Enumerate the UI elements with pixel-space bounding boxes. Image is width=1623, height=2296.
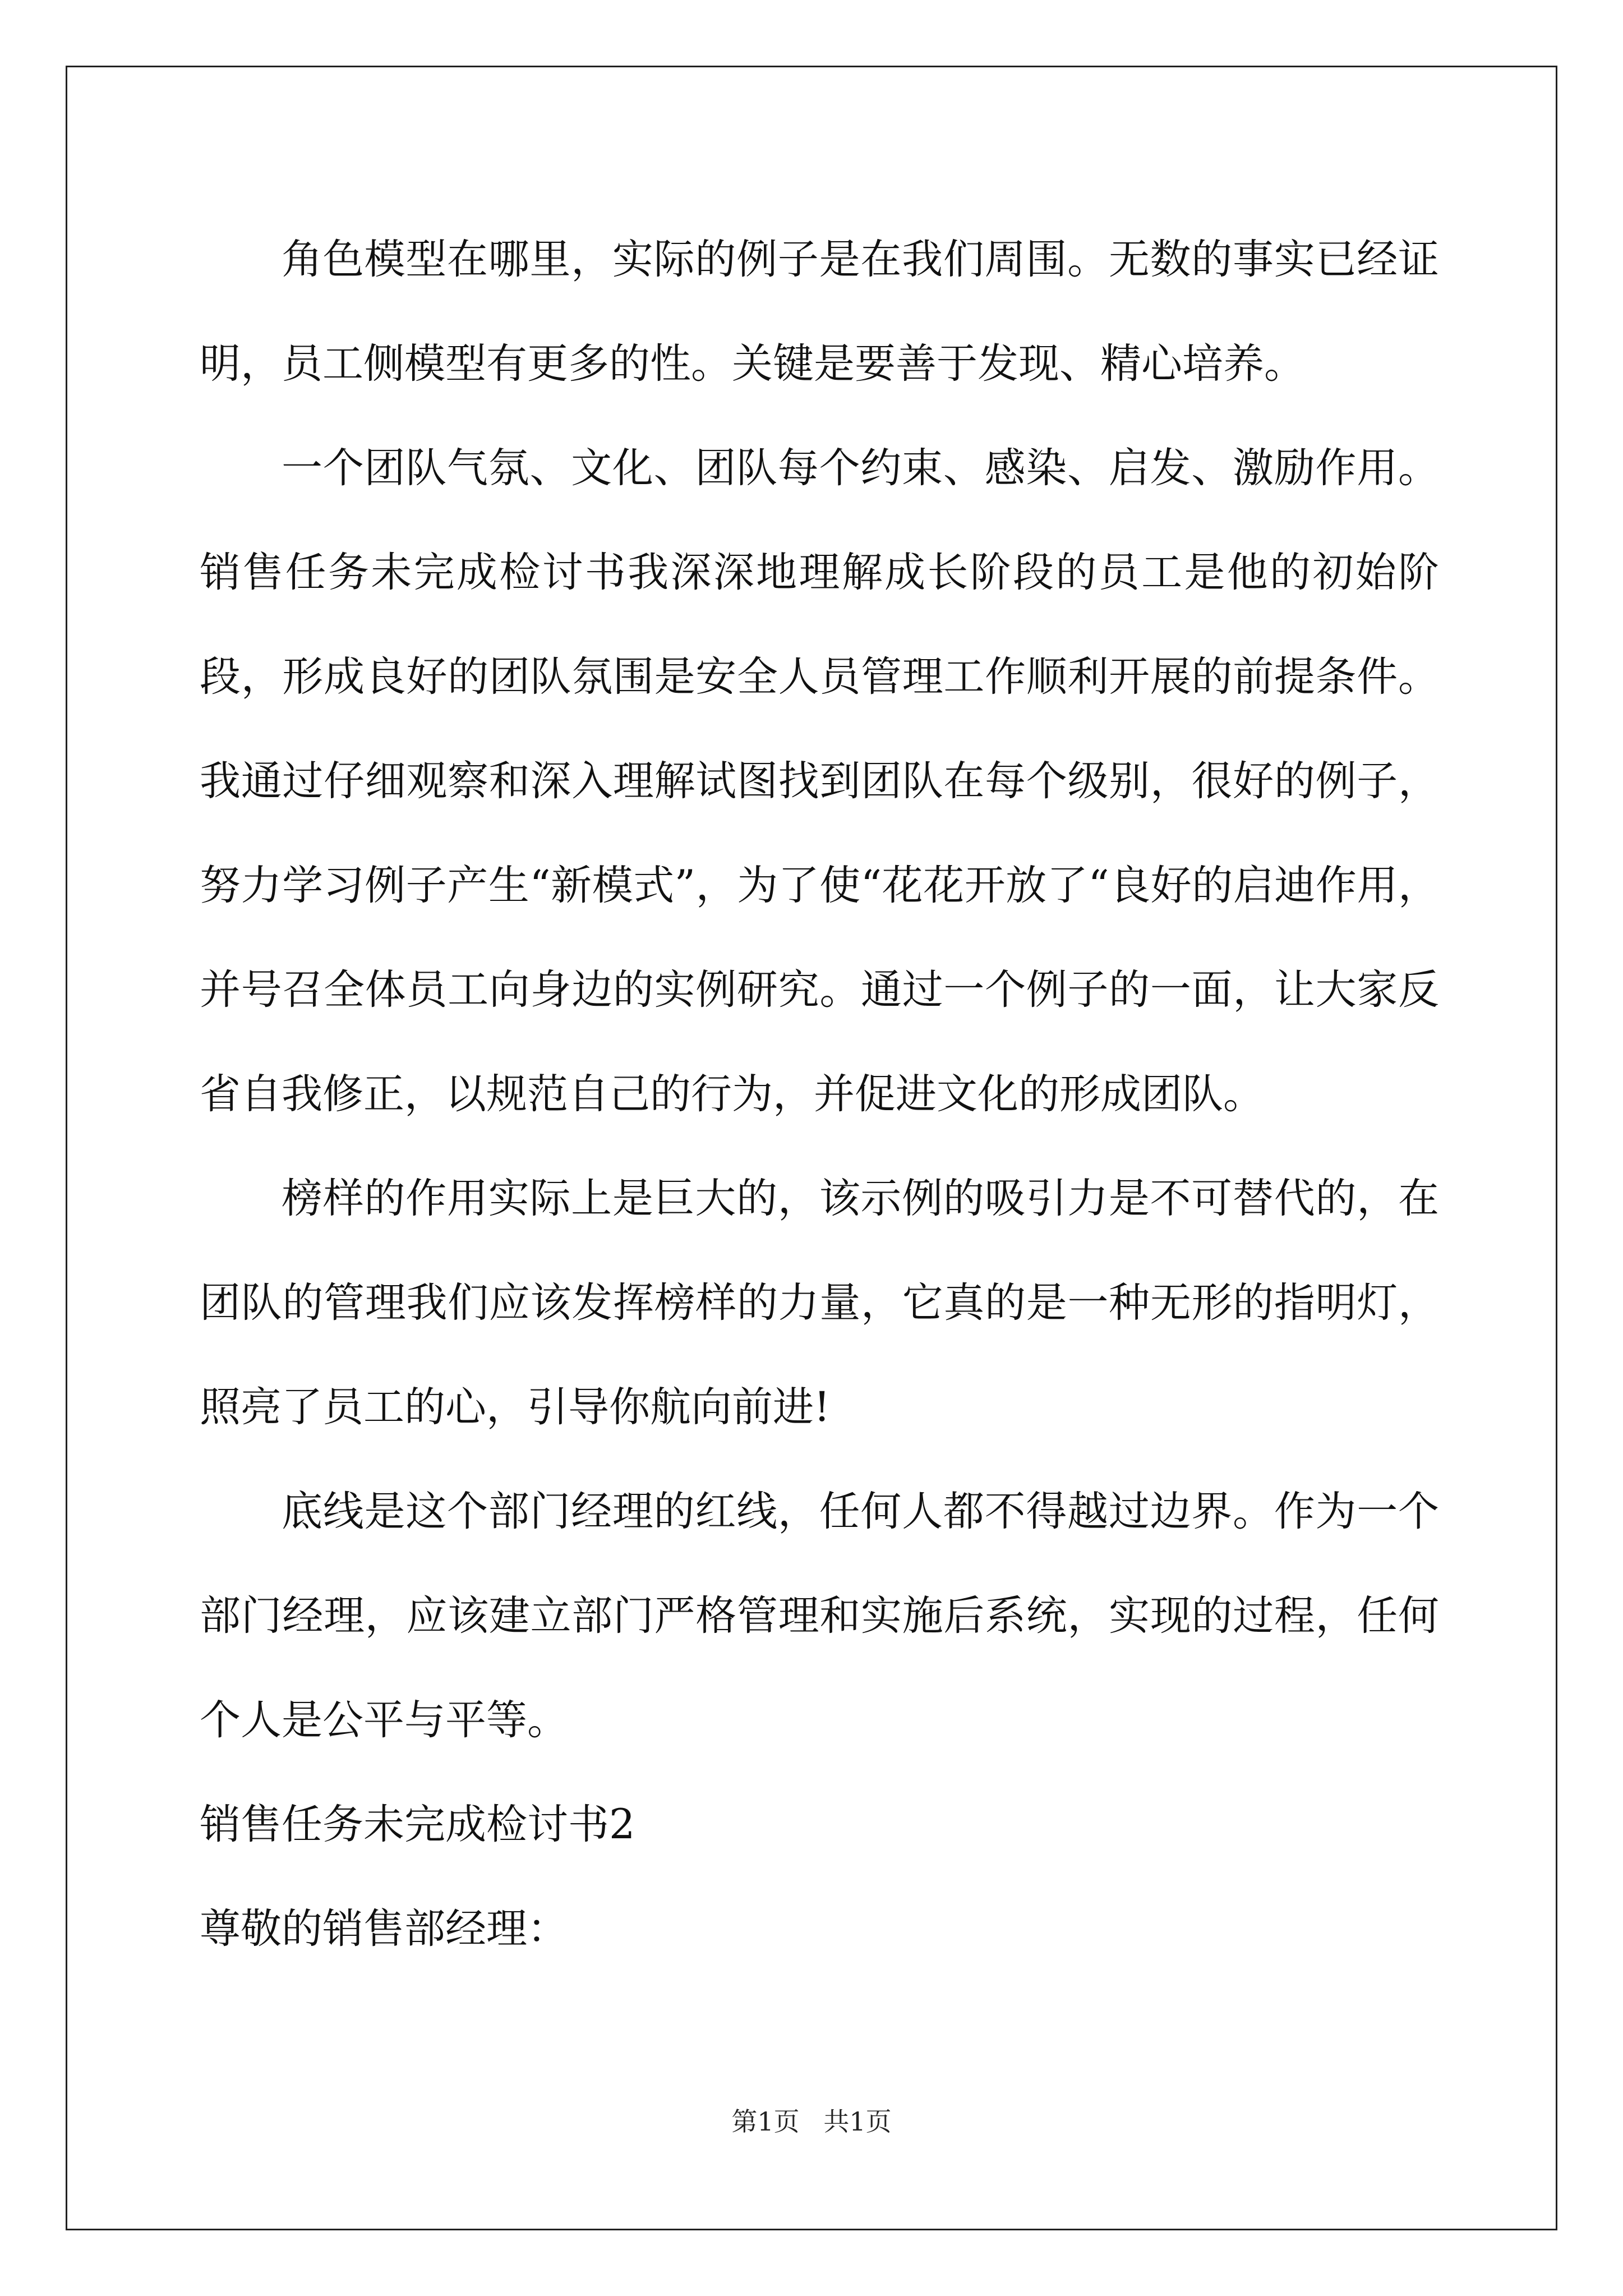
paragraph: 角色模型在哪里，实际的例子是在我们周围。无数的事实已经证明，员工侧模型有更多的性。关键是要善于发现、精心培养。 [200, 236, 1439, 388]
document-body [200, 208, 1439, 1981]
page-footer [0, 2101, 1623, 2138]
page-number-current: 第1页 [731, 2106, 800, 2137]
paragraph: 底线是这个部门经理的红线，任何人都不得越过边界。作为一个部门经理，应该建立部门严格管理和实施后系统，实现的过程，任何个人是公平与平等。 [200, 1488, 1439, 1744]
page-number-total: 共1页 [823, 2106, 892, 2137]
section-title: 销售任务未完成检讨书2 [200, 1801, 635, 1848]
paragraph: 一个团队气氛、文化、团队每个约束、感染、启发、激励作用。销售任务未完成检讨书我深深地理解成长阶段的员工是他的初始阶段，形成良好的团队氛围是安全人员管理工作顺利开展的前提条件。我通过仔细观察和深入理解试图找到团队在每个级别，很好的例子，努力学习例子产生“新模式”，为了使“花花开放了“良好的启迪作用，并号召全体员工向身边的实例研究。通过一个例子的一面，让大家反省自我修正，以规范自己的行为，并促进文化的形成团队。 [200, 444, 1439, 1118]
paragraph: 榜样的作用实际上是巨大的，该示例的吸引力是不可替代的，在团队的管理我们应该发挥榜样的力量，它真的是一种无形的指明灯，照亮了员工的心，引导你航向前进! [200, 1175, 1439, 1431]
salutation: 尊敬的销售部经理： [200, 1905, 568, 1953]
